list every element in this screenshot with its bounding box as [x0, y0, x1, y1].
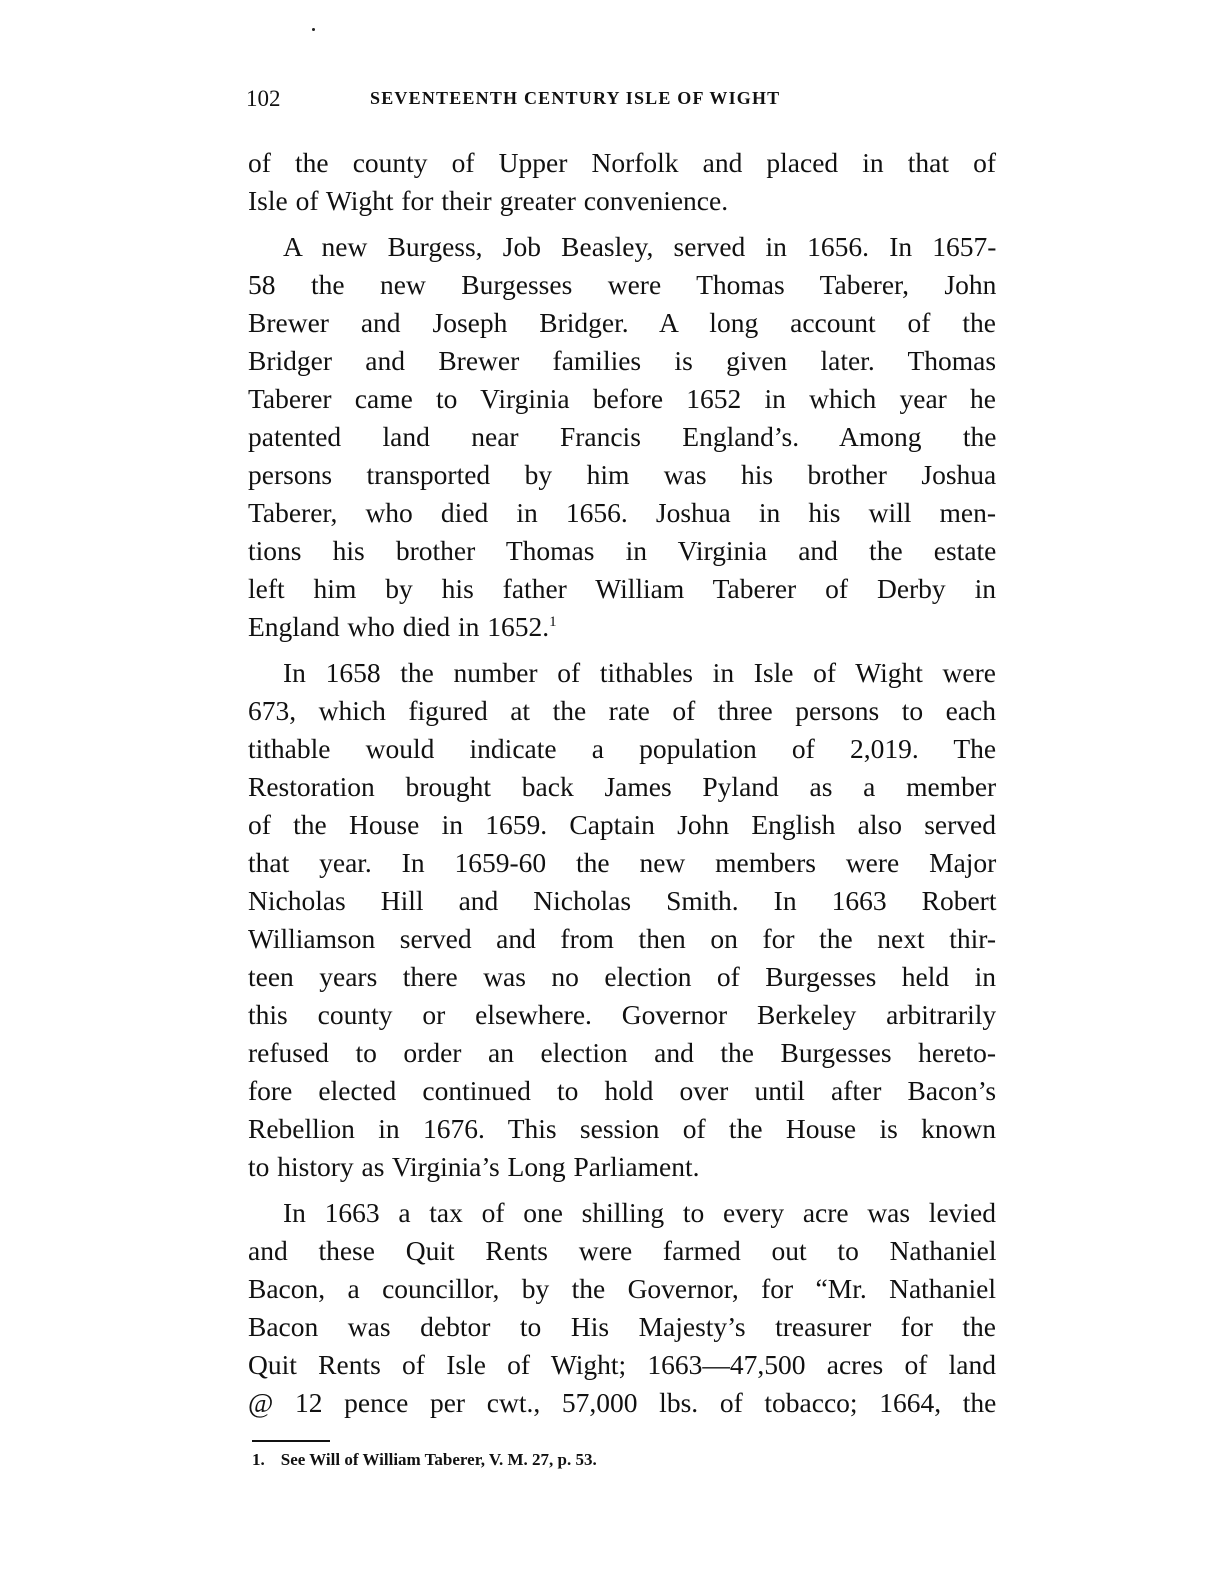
text-line: of the House in 1659. Captain John English also served [248, 809, 996, 840]
text-line: Bridger and Brewer families is given later. Thomas [248, 345, 997, 376]
text-line: left him by his father William Taberer of Derby in [248, 573, 996, 604]
page-number: 102 [246, 86, 281, 111]
text-line-with-footnote [248, 608, 996, 646]
text-line: tithable would indicate a population of 2,019. The [248, 733, 997, 764]
footnote-divider [252, 1440, 330, 1442]
text-line: tions his brother Thomas in Virginia and the estate [248, 535, 997, 566]
text-line: 58 the new Burgesses were Thomas Taberer, John [248, 269, 997, 300]
text-line: Nicholas Hill and Nicholas Smith. In 1663 Robert [248, 885, 997, 916]
footnote-text: See Will of William Taberer, V. M. 27, p. 53. [280, 1450, 597, 1469]
body-text [248, 144, 996, 1422]
text-line: that year. In 1659-60 the new members were Major [248, 847, 997, 878]
text-line: A new Burgess, Job Beasley, served in 1656. In 1657- [283, 231, 997, 262]
text-line: 673, which figured at the rate of three persons to each [248, 695, 996, 726]
text-line: Taberer came to Virginia before 1652 in which year he [248, 383, 996, 414]
running-head [246, 86, 1006, 116]
running-title: SEVENTEENTH CENTURY ISLE OF WIGHT [370, 88, 781, 108]
text-line: Restoration brought back James Pyland as a member [248, 771, 997, 802]
footnote-reference[interactable]: 1 [549, 613, 557, 630]
footnote [252, 1450, 597, 1470]
text-line: Taberer, who died in 1656. Joshua in his will men- [248, 497, 996, 528]
text-line: Isle of Wight for their greater convenience. [248, 185, 729, 216]
text-line: teen years there was no election of Burgesses held in [248, 961, 996, 992]
text-line: this county or elsewhere. Governor Berkeley arbitrarily [248, 999, 997, 1030]
text-line: Bacon, a councillor, by the Governor, for “Mr. Nathaniel [248, 1273, 996, 1304]
text-line: In 1658 the number of tithables in Isle of Wight were [283, 657, 996, 688]
text-line: England who died in 1652. [248, 611, 550, 642]
paragraph [248, 228, 996, 646]
text-line: to history as Virginia’s Long Parliament. [248, 1151, 700, 1182]
text-line: Bacon was debtor to His Majesty’s treasurer for the [248, 1311, 996, 1342]
text-line: patented land near Francis England’s. Among the [248, 421, 997, 452]
footnote-number: 1. [252, 1450, 265, 1469]
paragraph [248, 1194, 996, 1422]
paragraph [248, 654, 996, 1186]
text-line: @ 12 pence per cwt., 57,000 lbs. of tobacco; 1664, the [248, 1387, 997, 1418]
text-line: Williamson served and from then on for the next thir- [248, 923, 996, 954]
text-line: Brewer and Joseph Bridger. A long account of the [248, 307, 996, 338]
paragraph [248, 144, 996, 220]
text-line: Quit Rents of Isle of Wight; 1663—47,500 acres of land [248, 1349, 996, 1380]
text-line: refused to order an election and the Burgesses hereto- [248, 1037, 996, 1068]
scan-speck [312, 28, 315, 31]
text-line: Rebellion in 1676. This session of the House is known [248, 1113, 996, 1144]
text-line: of the county of Upper Norfolk and placed in that of [248, 147, 996, 178]
text-line: fore elected continued to hold over until after Bacon’s [248, 1075, 997, 1106]
text-line: persons transported by him was his brother Joshua [248, 459, 997, 490]
text-line: and these Quit Rents were farmed out to Nathaniel [248, 1235, 997, 1266]
text-line: In 1663 a tax of one shilling to every acre was levied [283, 1197, 996, 1228]
